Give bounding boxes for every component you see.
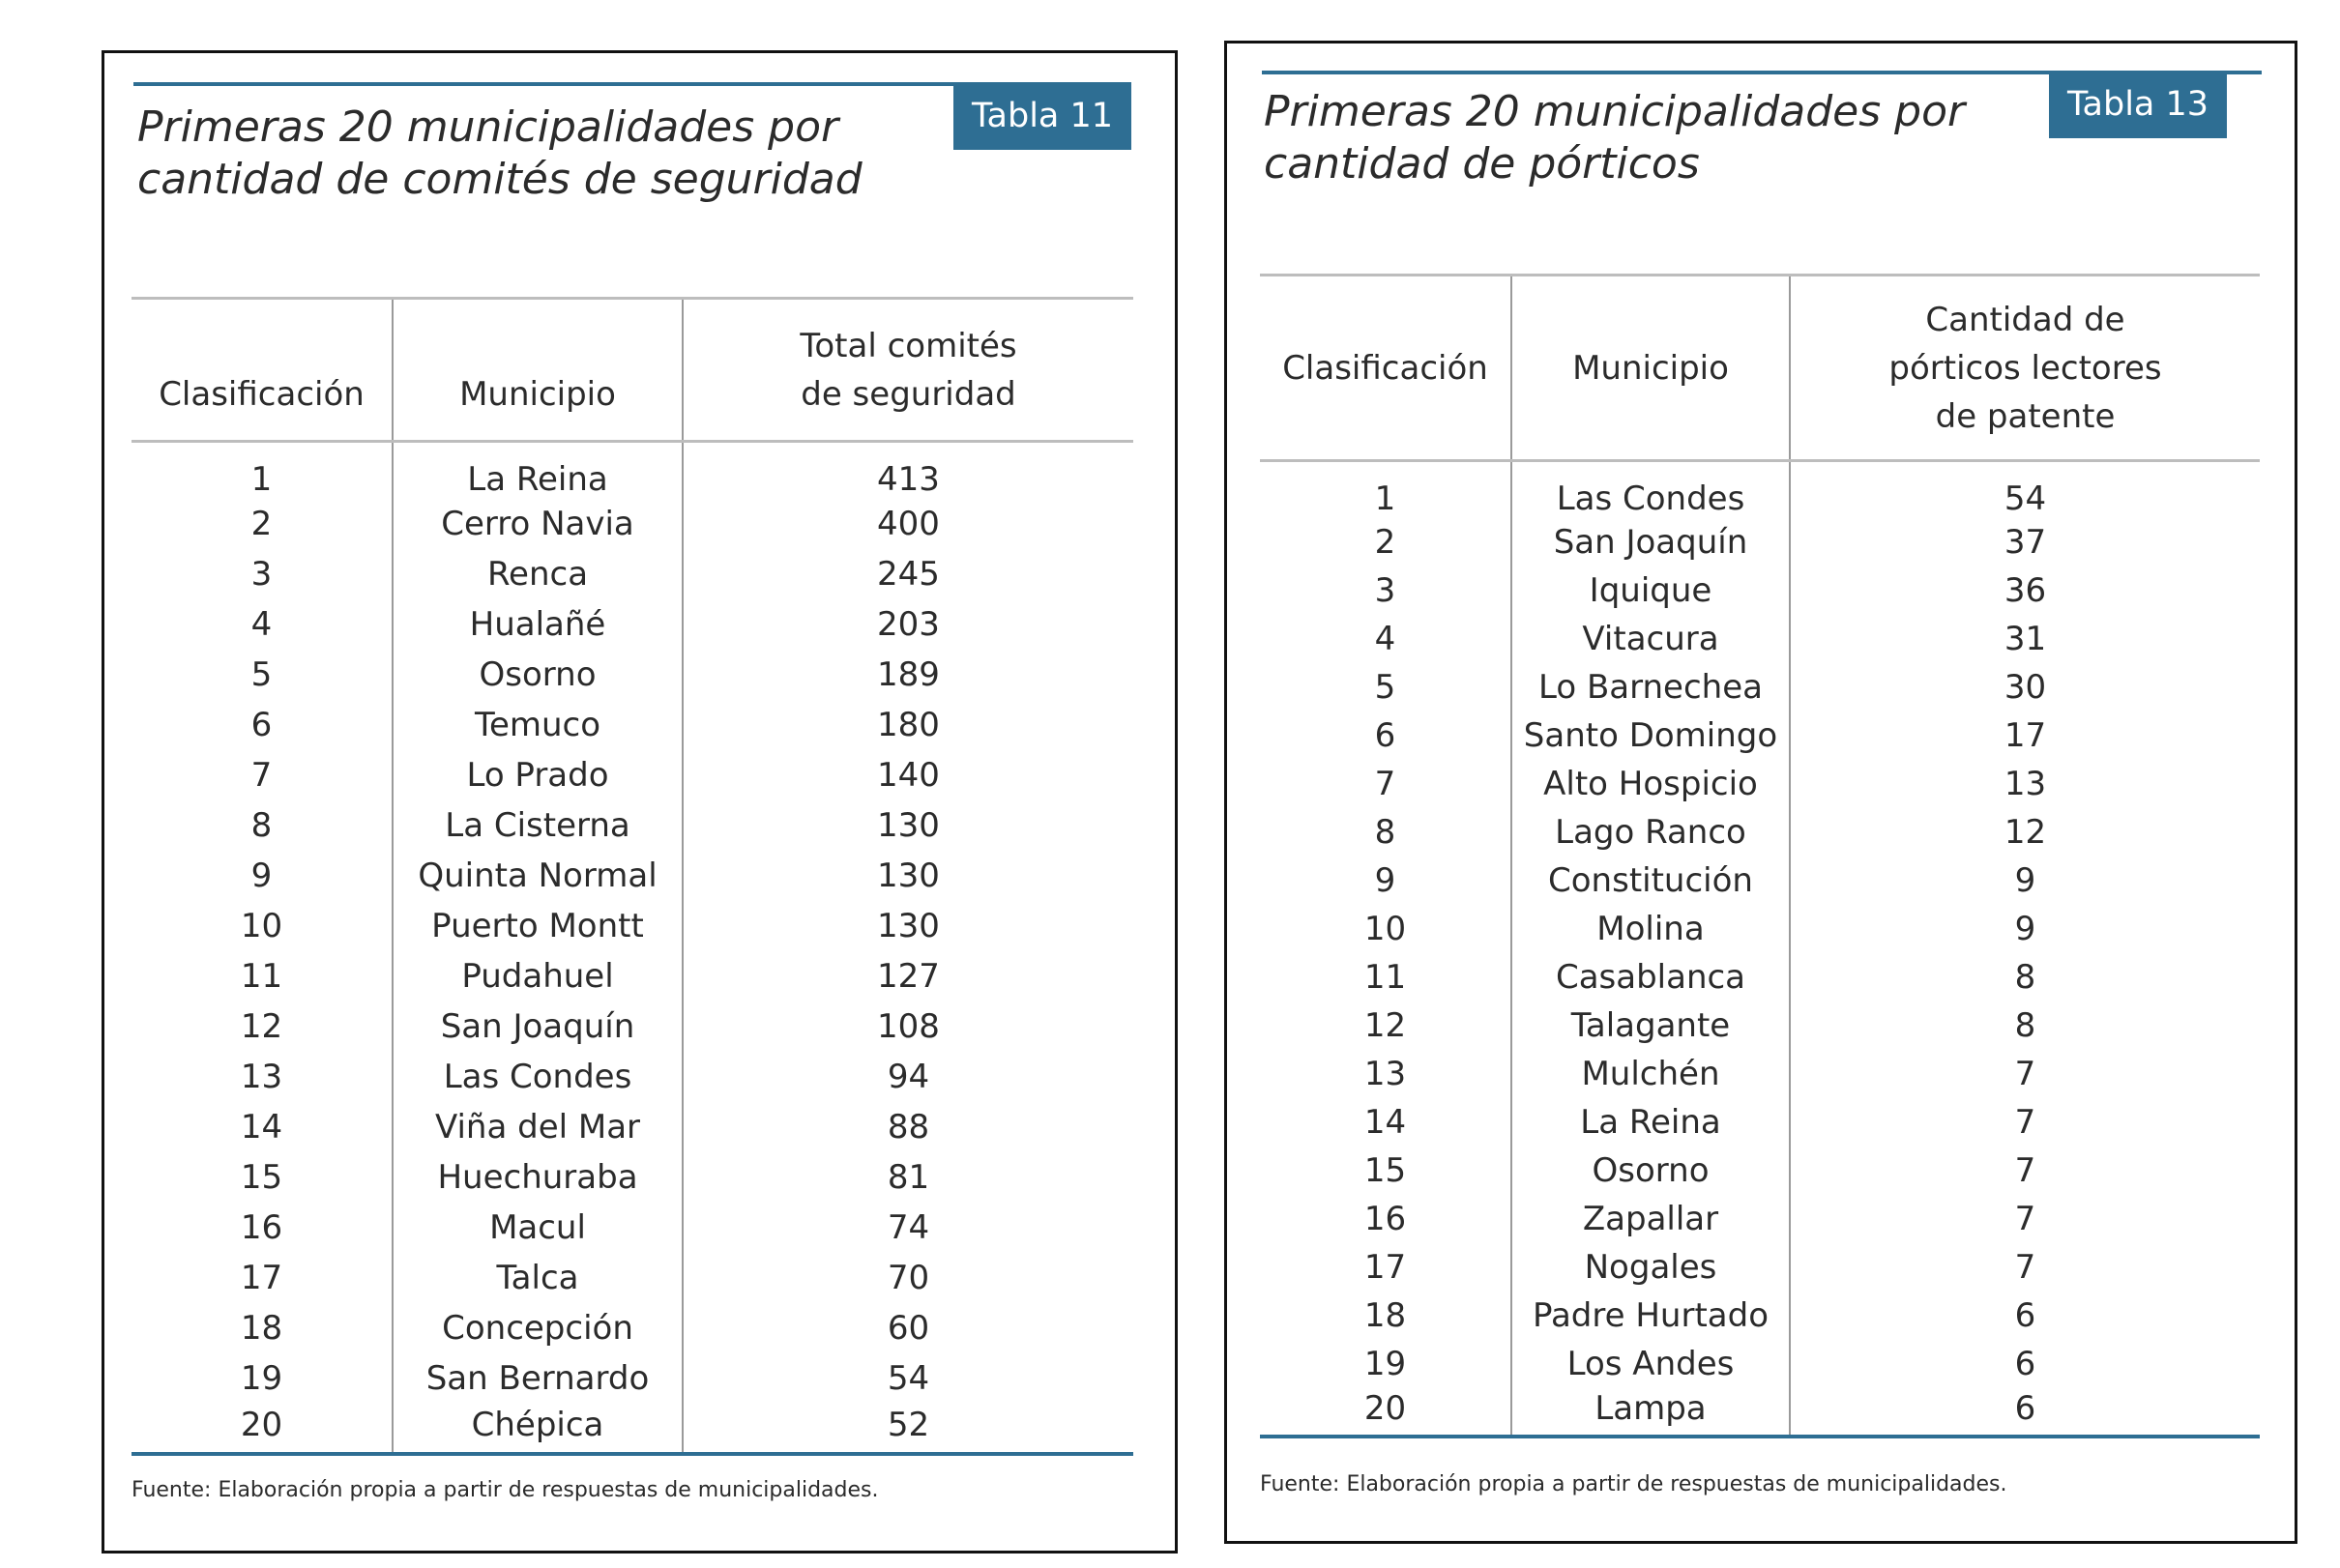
cell-rank: 11 bbox=[240, 957, 283, 996]
cell-municipio: Temuco bbox=[393, 700, 683, 750]
cell-value: 13 bbox=[1790, 760, 2260, 808]
column-header-value bbox=[683, 299, 1133, 442]
cell-value: 130 bbox=[683, 851, 1133, 901]
header-label: Municipio bbox=[1572, 348, 1729, 388]
header-label: Total comités bbox=[800, 326, 1017, 365]
cell-rank: 10 bbox=[1363, 910, 1407, 948]
cell-value: 400 bbox=[683, 499, 1133, 549]
cell-value: 108 bbox=[683, 1002, 1133, 1052]
column-header-rank bbox=[132, 299, 393, 442]
table-title-line: Primeras 20 municipalidades por bbox=[137, 102, 839, 152]
cell-value: 127 bbox=[683, 951, 1133, 1002]
cell-rank: 15 bbox=[240, 1158, 283, 1197]
cell-rank: 7 bbox=[1374, 765, 1396, 803]
cell-value: 36 bbox=[1790, 566, 2260, 615]
cell-value: 94 bbox=[683, 1052, 1133, 1102]
table-bottom-rule bbox=[132, 1454, 1133, 1456]
cell-municipio: La Reina bbox=[393, 442, 683, 500]
table-row bbox=[1260, 1243, 2260, 1292]
table-row bbox=[132, 1102, 1133, 1152]
table-row bbox=[1260, 615, 2260, 663]
cell-municipio: Macul bbox=[393, 1203, 683, 1253]
cell-municipio: Renca bbox=[393, 549, 683, 599]
cell-rank: 1 bbox=[1374, 479, 1396, 518]
header-label: pórticos lectores bbox=[1888, 348, 2162, 388]
table-row bbox=[1260, 1147, 2260, 1195]
cell-rank: 8 bbox=[250, 806, 273, 845]
table-number-badge: Tabla 11 bbox=[953, 82, 1131, 150]
cell-municipio: Quinta Normal bbox=[393, 851, 683, 901]
cell-rank: 4 bbox=[1374, 620, 1396, 658]
cell-municipio: Talca bbox=[393, 1253, 683, 1303]
cell-rank: 1 bbox=[250, 460, 273, 499]
table-row bbox=[132, 1303, 1133, 1353]
table-title bbox=[137, 102, 863, 206]
cell-rank: 9 bbox=[250, 857, 273, 895]
table-title-line: Primeras 20 municipalidades por bbox=[1264, 87, 1966, 136]
cell-rank: 6 bbox=[1374, 716, 1396, 755]
cell-value: 8 bbox=[1790, 953, 2260, 1002]
source-note: Fuente: Elaboración propia a partir de respuestas de municipalidades. bbox=[1260, 1472, 2007, 1496]
cell-rank: 2 bbox=[250, 505, 273, 543]
cell-municipio: Lago Ranco bbox=[1511, 808, 1790, 857]
cell-rank: 3 bbox=[1374, 571, 1396, 610]
cell-value: 7 bbox=[1790, 1195, 2260, 1243]
table-title bbox=[1264, 86, 1965, 190]
header-label: de seguridad bbox=[801, 374, 1016, 414]
cell-rank: 2 bbox=[1374, 523, 1396, 562]
cell-value: 88 bbox=[683, 1102, 1133, 1152]
cell-rank: 12 bbox=[240, 1007, 283, 1046]
table-row bbox=[1260, 1340, 2260, 1388]
table-row bbox=[132, 700, 1133, 750]
table-13-panel bbox=[1224, 41, 2297, 1544]
table-row bbox=[1260, 953, 2260, 1002]
column-header-municipio bbox=[393, 299, 683, 442]
table-row bbox=[132, 1353, 1133, 1404]
table-row bbox=[132, 1253, 1133, 1303]
cell-municipio: Talagante bbox=[1511, 1002, 1790, 1050]
cell-value: 37 bbox=[1790, 518, 2260, 566]
table-row bbox=[1260, 808, 2260, 857]
cell-value: 189 bbox=[683, 650, 1133, 700]
cell-rank: 4 bbox=[250, 605, 273, 644]
table-row bbox=[1260, 857, 2260, 905]
cell-rank: 5 bbox=[250, 655, 273, 694]
cell-municipio: San Joaquín bbox=[393, 1002, 683, 1052]
cell-value: 9 bbox=[1790, 905, 2260, 953]
table-row bbox=[132, 1203, 1133, 1253]
cell-municipio: Lo Barnechea bbox=[1511, 663, 1790, 711]
cell-rank: 17 bbox=[1363, 1248, 1407, 1287]
table-row bbox=[132, 1404, 1133, 1454]
cell-municipio: Molina bbox=[1511, 905, 1790, 953]
table-row bbox=[1260, 663, 2260, 711]
table-number-badge: Tabla 13 bbox=[2049, 71, 2227, 138]
cell-municipio: Osorno bbox=[1511, 1147, 1790, 1195]
cell-value: 60 bbox=[683, 1303, 1133, 1353]
table-row bbox=[1260, 711, 2260, 760]
cell-municipio: Las Condes bbox=[393, 1052, 683, 1102]
cell-municipio: Los Andes bbox=[1511, 1340, 1790, 1388]
table-row bbox=[132, 499, 1133, 549]
column-header-value bbox=[1790, 276, 2260, 461]
cell-municipio: Hualañé bbox=[393, 599, 683, 650]
cell-municipio: San Joaquín bbox=[1511, 518, 1790, 566]
table-row bbox=[1260, 566, 2260, 615]
cell-value: 6 bbox=[1790, 1340, 2260, 1388]
cell-value: 140 bbox=[683, 750, 1133, 800]
header-label: Clasificación bbox=[159, 374, 365, 414]
cell-value: 8 bbox=[1790, 1002, 2260, 1050]
table-row bbox=[132, 901, 1133, 951]
cell-municipio: Las Condes bbox=[1511, 461, 1790, 519]
table-row bbox=[1260, 1002, 2260, 1050]
cell-rank: 17 bbox=[240, 1259, 283, 1297]
cell-value: 12 bbox=[1790, 808, 2260, 857]
cell-municipio: Casablanca bbox=[1511, 953, 1790, 1002]
table-row bbox=[132, 1052, 1133, 1102]
data-table bbox=[1260, 274, 2260, 1438]
cell-rank: 14 bbox=[240, 1108, 283, 1147]
cell-rank: 20 bbox=[240, 1406, 283, 1444]
table-row bbox=[132, 599, 1133, 650]
cell-rank: 19 bbox=[1363, 1345, 1407, 1383]
cell-municipio: Puerto Montt bbox=[393, 901, 683, 951]
source-note: Fuente: Elaboración propia a partir de respuestas de municipalidades. bbox=[132, 1478, 879, 1502]
cell-municipio: Nogales bbox=[1511, 1243, 1790, 1292]
table-row bbox=[132, 750, 1133, 800]
cell-value: 30 bbox=[1790, 663, 2260, 711]
header-label: Cantidad de bbox=[1925, 300, 2125, 339]
cell-municipio: Constitución bbox=[1511, 857, 1790, 905]
data-table bbox=[132, 297, 1133, 1456]
table-row bbox=[1260, 461, 2260, 519]
cell-rank: 7 bbox=[250, 756, 273, 795]
cell-rank: 18 bbox=[240, 1309, 283, 1348]
cell-municipio: Alto Hospicio bbox=[1511, 760, 1790, 808]
cell-rank: 14 bbox=[1363, 1103, 1407, 1142]
table-row bbox=[132, 1002, 1133, 1052]
cell-value: 31 bbox=[1790, 615, 2260, 663]
cell-municipio: Osorno bbox=[393, 650, 683, 700]
table-row bbox=[132, 951, 1133, 1002]
table-title-line: cantidad de pórticos bbox=[1264, 139, 1700, 189]
cell-rank: 13 bbox=[240, 1058, 283, 1096]
cell-value: 180 bbox=[683, 700, 1133, 750]
header-label: Municipio bbox=[459, 374, 616, 414]
table-row bbox=[1260, 518, 2260, 566]
cell-municipio: La Cisterna bbox=[393, 800, 683, 851]
cell-value: 70 bbox=[683, 1253, 1133, 1303]
cell-municipio: San Bernardo bbox=[393, 1353, 683, 1404]
cell-value: 6 bbox=[1790, 1388, 2260, 1437]
cell-municipio: Chépica bbox=[393, 1404, 683, 1454]
table-row bbox=[1260, 760, 2260, 808]
header-label: de patente bbox=[1935, 396, 2116, 436]
cell-value: 413 bbox=[683, 442, 1133, 500]
column-header-municipio bbox=[1511, 276, 1790, 461]
cell-municipio: Pudahuel bbox=[393, 951, 683, 1002]
cell-rank: 20 bbox=[1363, 1389, 1407, 1428]
table-title-line: cantidad de comités de seguridad bbox=[137, 155, 863, 204]
table-11-panel bbox=[102, 50, 1178, 1553]
cell-value: 7 bbox=[1790, 1243, 2260, 1292]
cell-municipio: Lampa bbox=[1511, 1388, 1790, 1437]
table-row bbox=[132, 800, 1133, 851]
cell-rank: 15 bbox=[1363, 1151, 1407, 1190]
cell-municipio: Viña del Mar bbox=[393, 1102, 683, 1152]
cell-municipio: Huechuraba bbox=[393, 1152, 683, 1203]
cell-value: 74 bbox=[683, 1203, 1133, 1253]
cell-rank: 5 bbox=[1374, 668, 1396, 707]
cell-rank: 16 bbox=[240, 1208, 283, 1247]
cell-value: 81 bbox=[683, 1152, 1133, 1203]
cell-municipio: Padre Hurtado bbox=[1511, 1292, 1790, 1340]
table-row bbox=[132, 650, 1133, 700]
column-header-rank bbox=[1260, 276, 1511, 461]
table-row bbox=[132, 851, 1133, 901]
table-bottom-rule bbox=[1260, 1437, 2260, 1438]
cell-rank: 16 bbox=[1363, 1200, 1407, 1238]
cell-rank: 19 bbox=[240, 1359, 283, 1398]
cell-value: 130 bbox=[683, 901, 1133, 951]
cell-value: 54 bbox=[1790, 461, 2260, 519]
cell-rank: 9 bbox=[1374, 861, 1396, 900]
cell-rank: 10 bbox=[240, 907, 283, 945]
header-label: Clasificación bbox=[1282, 348, 1488, 388]
cell-value: 130 bbox=[683, 800, 1133, 851]
cell-rank: 3 bbox=[250, 555, 273, 594]
cell-value: 6 bbox=[1790, 1292, 2260, 1340]
cell-rank: 8 bbox=[1374, 813, 1396, 852]
table-row bbox=[132, 549, 1133, 599]
cell-municipio: Concepción bbox=[393, 1303, 683, 1353]
table-row bbox=[132, 1152, 1133, 1203]
cell-municipio: Mulchén bbox=[1511, 1050, 1790, 1098]
cell-value: 245 bbox=[683, 549, 1133, 599]
cell-rank: 6 bbox=[250, 706, 273, 744]
cell-value: 203 bbox=[683, 599, 1133, 650]
table-row bbox=[1260, 1098, 2260, 1147]
cell-value: 52 bbox=[683, 1404, 1133, 1454]
cell-value: 7 bbox=[1790, 1147, 2260, 1195]
cell-municipio: Vitacura bbox=[1511, 615, 1790, 663]
cell-rank: 11 bbox=[1363, 958, 1407, 997]
table-row bbox=[132, 442, 1133, 500]
cell-municipio: La Reina bbox=[1511, 1098, 1790, 1147]
cell-municipio: Santo Domingo bbox=[1511, 711, 1790, 760]
cell-rank: 18 bbox=[1363, 1296, 1407, 1335]
cell-value: 7 bbox=[1790, 1050, 2260, 1098]
cell-municipio: Iquique bbox=[1511, 566, 1790, 615]
cell-municipio: Lo Prado bbox=[393, 750, 683, 800]
cell-rank: 13 bbox=[1363, 1055, 1407, 1093]
cell-value: 7 bbox=[1790, 1098, 2260, 1147]
cell-value: 9 bbox=[1790, 857, 2260, 905]
table-row bbox=[1260, 1388, 2260, 1437]
cell-rank: 12 bbox=[1363, 1006, 1407, 1045]
table-row bbox=[1260, 1292, 2260, 1340]
cell-value: 17 bbox=[1790, 711, 2260, 760]
cell-value: 54 bbox=[683, 1353, 1133, 1404]
table-row bbox=[1260, 1050, 2260, 1098]
cell-municipio: Cerro Navia bbox=[393, 499, 683, 549]
table-row bbox=[1260, 905, 2260, 953]
cell-municipio: Zapallar bbox=[1511, 1195, 1790, 1243]
table-row bbox=[1260, 1195, 2260, 1243]
